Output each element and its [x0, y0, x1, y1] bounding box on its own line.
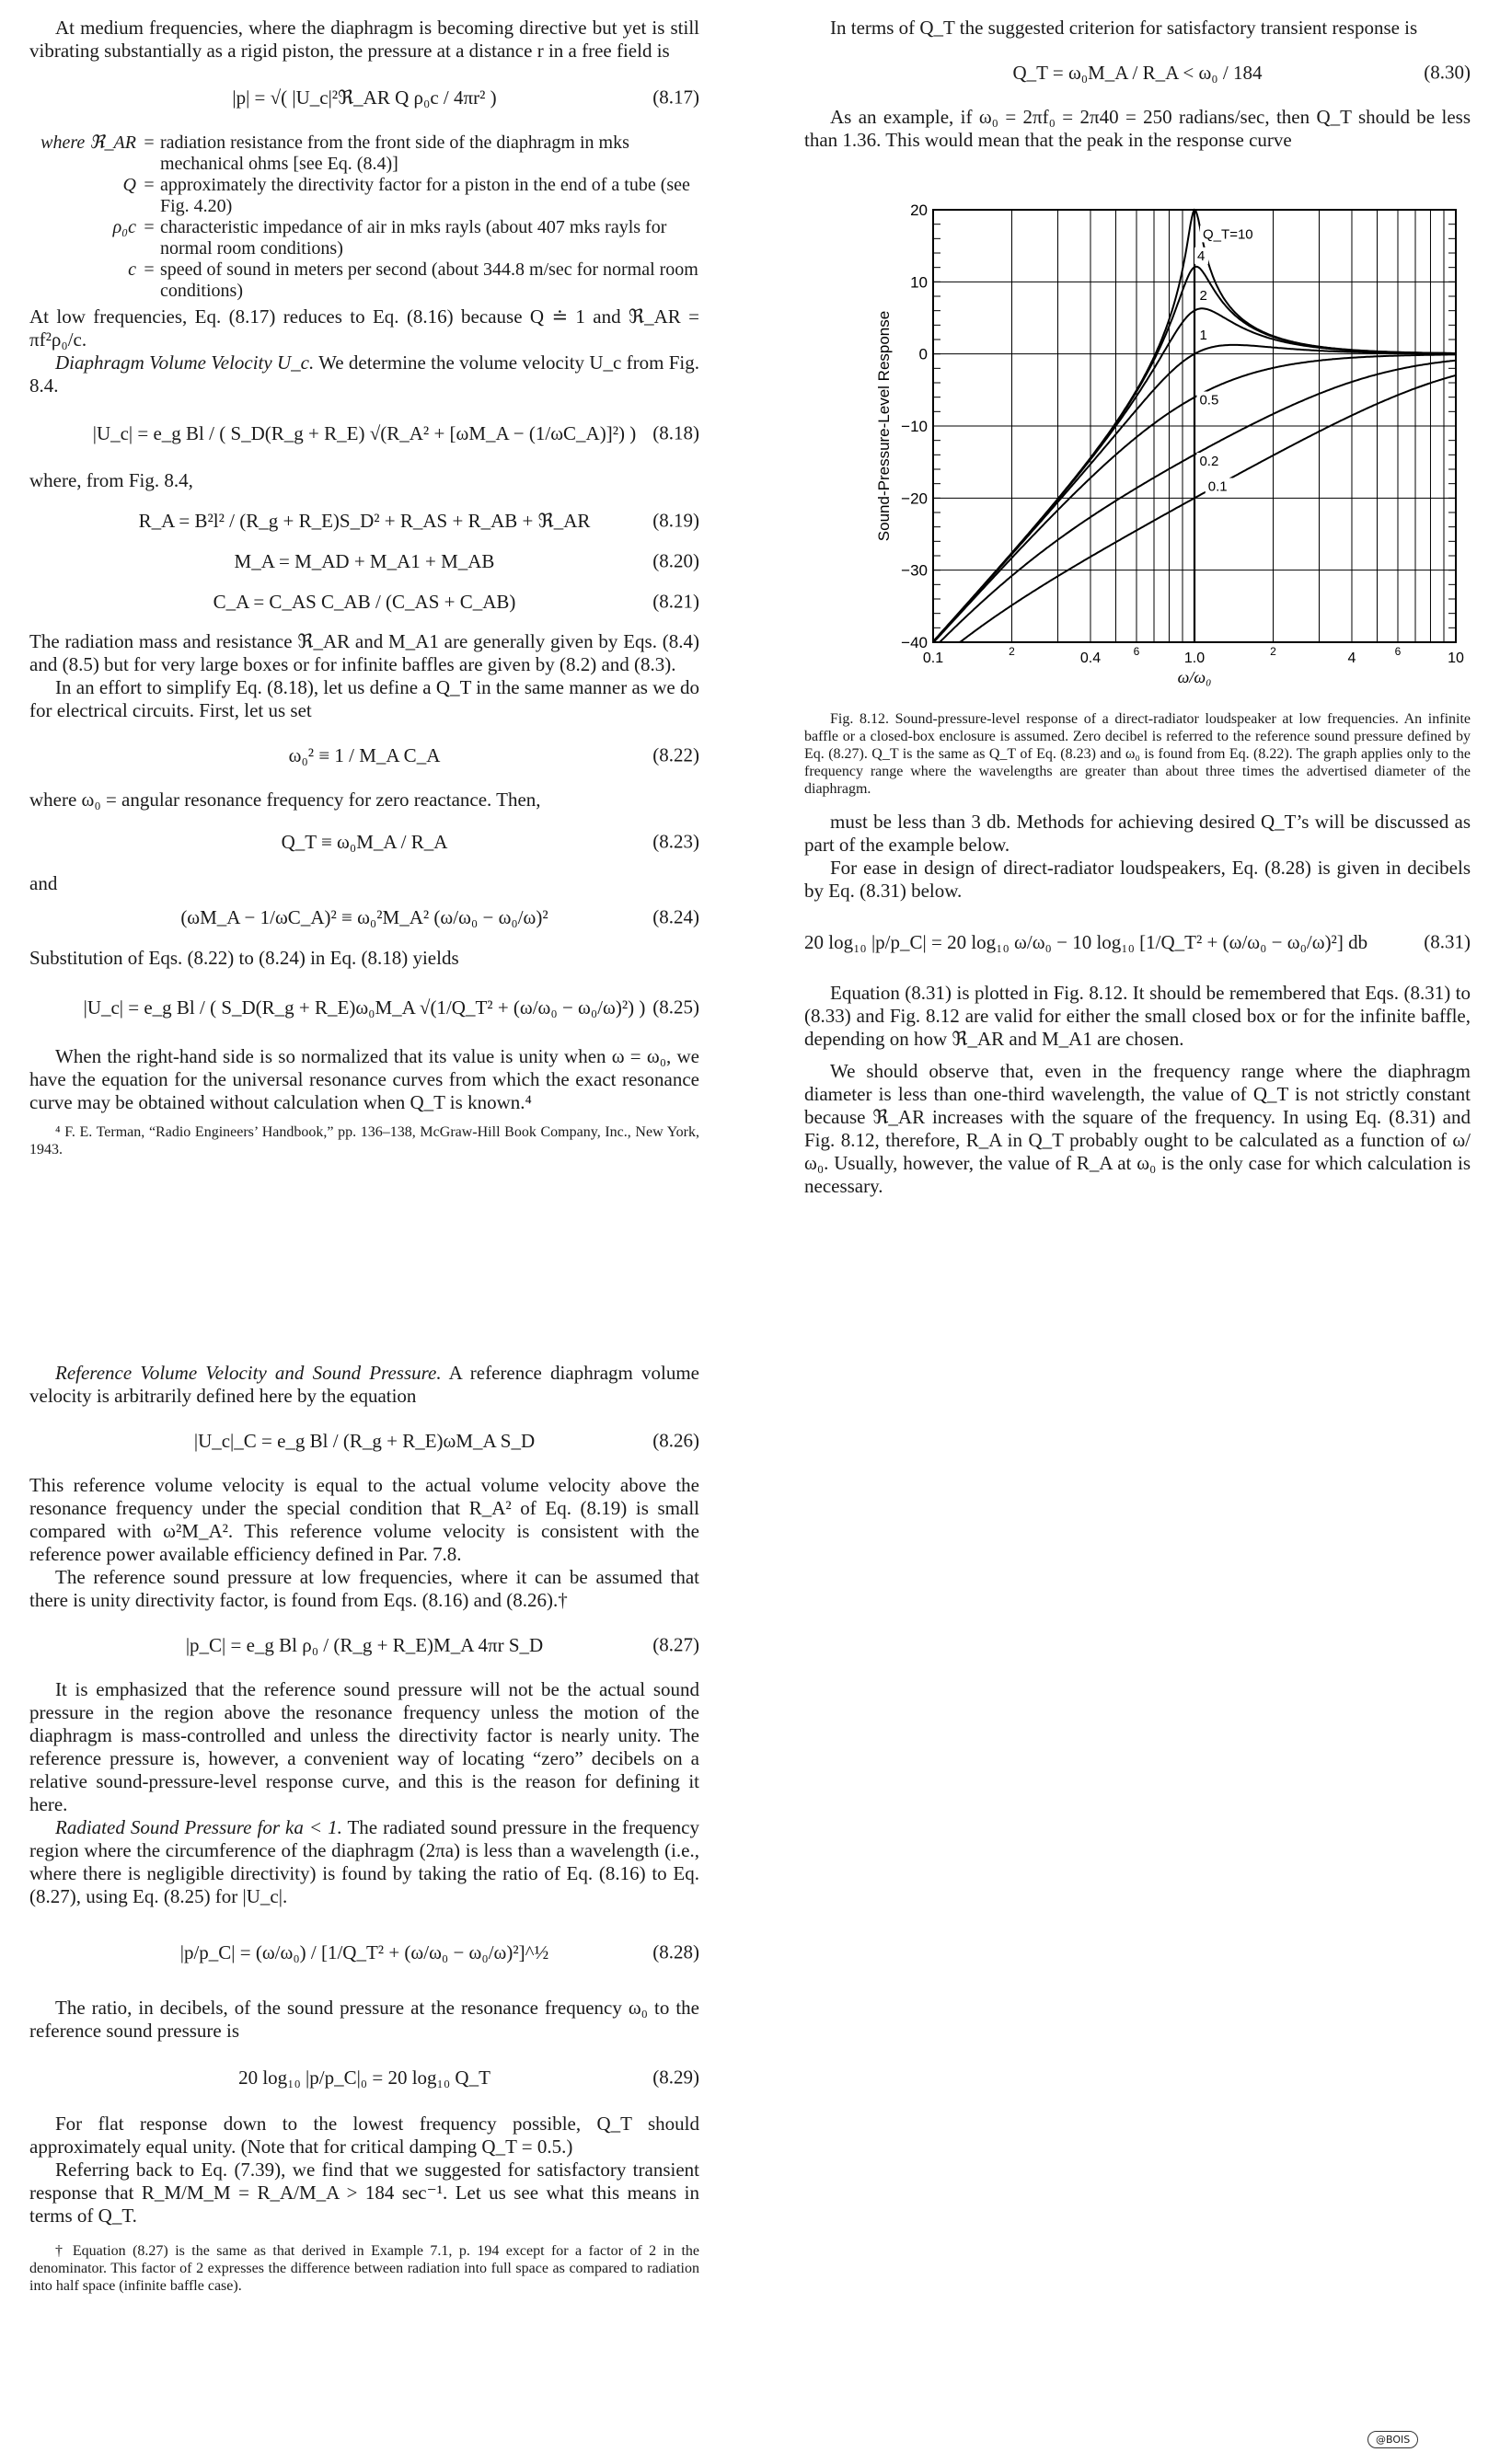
equals-sign: =	[144, 217, 155, 237]
run-in-heading: Radiated Sound Pressure for ka < 1.	[55, 1816, 342, 1838]
paragraph: Equation (8.31) is plotted in Fig. 8.12. It should be remembered that Eqs. (8.31) to (8.33) and Fig. 8.12 are valid for either the small closed box or for the infinite baffle, depending on how ℜ_AR and M_A1 are chosen.	[804, 982, 1471, 1050]
equation-number: (8.30)	[1424, 61, 1471, 84]
paragraph: Referring back to Eq. (7.39), we find that we suggested for satisfactory transient response that R_M/M_M = R_A/M_A > 184 sec⁻¹. Let us see what this means in terms of Q_T.	[29, 2159, 699, 2227]
y-tick-label: 0	[918, 345, 928, 363]
equation-8-17	[29, 70, 699, 125]
series-label: Q_T=10	[1203, 226, 1253, 243]
paragraph: It is emphasized that the reference sound pressure will not be the actual sound pressure in the region above the resonance frequency unless the motion of the diaphragm is mass-controlled and unless the directivity factor is nearly unity. The reference pressure is, however, a convenient way of locating “zero” decibels on a relative sound-pressure-level response curve, and this is the reason for defining it here.	[29, 1678, 699, 1815]
series-label: 1	[1199, 328, 1207, 343]
y-tick-label: −30	[901, 561, 928, 580]
equation-8-21	[29, 581, 699, 623]
right-column-lower	[804, 710, 1471, 1198]
figure-8-12	[874, 201, 1471, 703]
run-in-heading: Diaphragm Volume Velocity U_c.	[55, 351, 315, 374]
figure-caption: Fig. 8.12. Sound-pressure-level response of a direct-radiator loudspeaker at low frequencies. An infinite baffle or a closed-box enclosure is assumed. Zero decibel is referred to the reference sound pressure defined by Eq. (8.27). Q_T is the same as Q_T of Eq. (8.23) and ω₀ is found from Eq. (8.22). The graph applies only to the frequency range where the wavelengths are greater than about three times the advertised diameter of the diaphragm.	[804, 711, 1471, 797]
paragraph: where ω₀ = angular resonance frequency for zero reactance. Then,	[29, 789, 541, 811]
equation-8-27	[29, 1619, 699, 1671]
definition-text: approximately the directivity factor for a piston in the end of a tube (see Fig. 4.20)	[160, 175, 690, 216]
paragraph: For flat response down to the lowest frequency possible, Q_T should approximately equal unity. (Note that for critical damping Q_T = 0.5.)	[29, 2113, 699, 2158]
equation-number: (8.22)	[652, 743, 699, 766]
equation-number: (8.23)	[652, 830, 699, 853]
definition-term: where ℜ_AR	[40, 132, 136, 153]
paragraph-text: A reference diaphragm volume velocity is arbitrarily defined here by the equation	[29, 1362, 700, 1407]
paragraph: When the right-hand side is so normalized that its value is unity when ω = ω₀, we have the equation for the universal resonance curves from which the exact resonance curve may be obtained without calculation when Q_T is known.⁴	[29, 1045, 699, 1113]
definition-term: c	[128, 259, 136, 280]
series-label: 0.5	[1199, 392, 1219, 409]
equation-text: ω₀² ≡ 1 / M_A C_A	[288, 743, 441, 766]
equals-sign: =	[144, 132, 155, 153]
left-column-top	[29, 17, 699, 1158]
x-tick-label: 0.1	[922, 651, 944, 666]
equation-text: Q_T ≡ ω₀M_A / R_A	[281, 830, 448, 853]
paragraph: At medium frequencies, where the diaphragm is becoming directive but yet is still vibrating substantially as a rigid piston, the pressure at a distance r in a free field is	[29, 17, 699, 62]
series-label: 4	[1197, 248, 1206, 264]
equation-text: M_A = M_AD + M_A1 + M_AB	[234, 549, 495, 572]
equation-number: (8.27)	[652, 1633, 699, 1656]
x-tick-label: 10	[1448, 651, 1464, 666]
definition-list	[29, 132, 699, 302]
equation-number: (8.20)	[652, 549, 699, 572]
page-tag: @BOIS	[1367, 2431, 1418, 2448]
footnote: † Equation (8.27) is the same as that derived in Example 7.1, p. 194 except for a factor of 2 in the denominator. This factor of 2 expresses the difference between radiation into full space as compared to radiation into half space (infinite baffle case).	[29, 2243, 699, 2294]
equation-number: (8.17)	[652, 86, 699, 109]
equation-8-28	[29, 1916, 699, 1989]
definition-text: radiation resistance from the front side of the diaphragm in mks mechanical ohms [see Eq. (8.4)]	[160, 132, 629, 174]
paragraph: We should observe that, even in the frequency range where the diaphragm diameter is less than one-third wavelength, the value of Q_T is not strictly constant because ℜ_AR increases with the square of the frequency. In using Eq. (8.31) and Fig. 8.12, therefore, R_A in Q_T probably ought to be calculated as a function of ω/ω₀. Usually, however, the value of R_A at ω₀ is the only case for which calculation is necessary.	[804, 1060, 1471, 1197]
paragraph: At low frequencies, Eq. (8.17) reduces to Eq. (8.16) because Q ≐ 1 and ℜ_AR = πf²ρ₀/c.	[29, 305, 699, 351]
x-axis-label: ω/ω₀	[1177, 668, 1212, 686]
equation-8-25	[29, 977, 699, 1038]
equation-8-23	[29, 819, 699, 865]
equation-number: (8.24)	[652, 905, 699, 928]
paragraph: For ease in design of direct-radiator loudspeakers, Eq. (8.28) is given in decibels by Eq. (8.31) below.	[804, 857, 1471, 902]
paragraph-text: The radiated sound pressure in the frequency region where the circumference of the diaphragm (2πa) is less than a wavelength (i.e., where there is negligible directivity) is found by taking the ratio of Eq. (8.16) to Eq. (8.27), using Eq. (8.25) for |U_c|.	[29, 1816, 699, 1907]
x-tick-label: 6	[1133, 645, 1140, 658]
equation-8-31	[804, 910, 1471, 974]
x-tick-label: 2	[1009, 645, 1015, 658]
definition-term: Q	[122, 175, 136, 195]
paragraph: The ratio, in decibels, of the sound pressure at the resonance frequency ω₀ to the reference sound pressure is	[29, 1997, 699, 2042]
series-label: 0.2	[1199, 454, 1219, 470]
definition-text: speed of sound in meters per second (about 344.8 m/sec for normal room conditions)	[160, 259, 698, 301]
run-in-heading: Reference Volume Velocity and Sound Pressure.	[55, 1362, 442, 1384]
equation-text: (ωM_A − 1/ωC_A)² ≡ ω₀²M_A² (ω/ω₀ − ω₀/ω)²	[180, 905, 548, 928]
equation-8-19	[29, 500, 699, 542]
equation-number: (8.28)	[652, 1940, 699, 1963]
paragraph: where, from Fig. 8.4,	[29, 469, 193, 491]
equation-text: |U_c| = e_g Bl / ( S_D(R_g + R_E)ω₀M_A √(1/Q_T² + (ω/ω₀ − ω₀/ω)²) )	[83, 996, 646, 1019]
y-tick-label: −20	[901, 489, 928, 508]
equation-number: (8.26)	[652, 1429, 699, 1452]
equals-sign: =	[144, 259, 155, 280]
y-tick-label: 10	[910, 273, 928, 292]
equation-number: (8.29)	[652, 2066, 699, 2089]
left-column-bottom	[29, 1362, 699, 2295]
paragraph-text: We determine the volume velocity U_c from Fig. 8.4.	[29, 351, 699, 397]
equation-text: C_A = C_AS C_AB / (C_AS + C_AB)	[213, 590, 516, 613]
equation-8-22	[29, 730, 699, 781]
paragraph: The radiation mass and resistance ℜ_AR and M_A1 are generally given by Eqs. (8.4) and (8.5) but for very large boxes or for infinite baffles are given by (8.2) and (8.3).	[29, 630, 699, 675]
definition-text: characteristic impedance of air in mks rayls (about 407 mks rayls for normal room conditions)	[160, 217, 667, 259]
x-tick-label: 4	[1347, 651, 1356, 666]
equation-8-24	[29, 895, 699, 939]
x-tick-label: 1.0	[1183, 651, 1206, 666]
right-column	[804, 17, 1471, 152]
paragraph	[29, 1362, 699, 1408]
equation-8-18	[29, 405, 699, 462]
definition-term: ρ₀c	[112, 217, 136, 237]
equation-text: |p| = √( |U_c|²ℜ_AR Q ρ₀c / 4πr² )	[232, 86, 497, 109]
equation-text: Q_T = ω₀M_A / R_A < ω₀ / 184	[1012, 61, 1263, 84]
equals-sign: =	[144, 175, 155, 195]
equation-number: (8.25)	[652, 996, 699, 1019]
equation-number: (8.21)	[652, 590, 699, 613]
y-tick-label: −40	[901, 634, 928, 651]
x-tick-label: 0.4	[1079, 651, 1102, 666]
x-tick-label: 6	[1394, 645, 1402, 658]
paragraph	[29, 351, 699, 397]
equation-number: (8.18)	[652, 421, 699, 444]
equation-8-30	[804, 47, 1471, 98]
equation-text: 20 log₁₀ |p/p_C| = 20 log₁₀ ω/ω₀ − 10 log₁₀ [1/Q_T² + (ω/ω₀ − ω₀/ω)²] db	[804, 930, 1368, 953]
equation-text: |p/p_C| = (ω/ω₀) / [1/Q_T² + (ω/ω₀ − ω₀/ω)²]^½	[179, 1940, 549, 1963]
x-tick-label: 2	[1270, 645, 1276, 658]
equation-8-26	[29, 1415, 699, 1467]
paragraph: Substitution of Eqs. (8.22) to (8.24) in Eq. (8.18) yields	[29, 947, 459, 969]
equation-text: R_A = B²l² / (R_g + R_E)S_D² + R_AS + R_AB + ℜ_AR	[138, 509, 591, 532]
equation-8-29	[29, 2050, 699, 2105]
paragraph: In an effort to simplify Eq. (8.18), let us define a Q_T in the same manner as we do for electrical circuits. First, let us set	[29, 676, 699, 721]
equation-text: |p_C| = e_g Bl ρ₀ / (R_g + R_E)M_A 4πr S_D	[185, 1633, 544, 1656]
equation-8-20	[29, 549, 699, 573]
paragraph: This reference volume velocity is equal to the actual volume velocity above the resonance frequency under the special condition that R_A² of Eq. (8.19) is small compared with ω²M_A². This reference volume velocity is consistent with the reference power available efficiency defined in Par. 7.8.	[29, 1474, 699, 1565]
equation-number: (8.19)	[652, 509, 699, 532]
paragraph: must be less than 3 db. Methods for achieving desired Q_T’s will be discussed as part of the example below.	[804, 811, 1471, 856]
series-label: 0.1	[1207, 478, 1228, 495]
paragraph	[29, 1816, 699, 1908]
y-tick-label: −10	[901, 418, 928, 435]
equation-text: |U_c|_C = e_g Bl / (R_g + R_E)ωM_A S_D	[193, 1429, 536, 1452]
y-tick-label: 20	[910, 201, 928, 219]
paragraph: The reference sound pressure at low frequencies, where it can be assumed that there is unity directivity factor, is found from Eqs. (8.16) and (8.26).†	[29, 1566, 699, 1611]
spl-response-chart	[874, 201, 1471, 703]
footnote: ⁴ F. E. Terman, “Radio Engineers’ Handbook,” pp. 136–138, McGraw-Hill Book Company, Inc., New York, 1943.	[29, 1124, 699, 1157]
paragraph: and	[29, 872, 58, 894]
y-axis-label: Sound-Pressure-Level Response	[875, 310, 893, 542]
equation-text: 20 log₁₀ |p/p_C|₀ = 20 log₁₀ Q_T	[238, 2066, 490, 2089]
paragraph: As an example, if ω₀ = 2πf₀ = 2π40 = 250 radians/sec, then Q_T should be less than 1.36. This would mean that the peak in the response curve	[804, 106, 1471, 151]
equation-number: (8.31)	[1424, 930, 1471, 953]
series-label: 2	[1199, 287, 1207, 304]
paragraph: In terms of Q_T the suggested criterion for satisfactory transient response is	[830, 17, 1418, 39]
equation-text: |U_c| = e_g Bl / ( S_D(R_g + R_E) √(R_A² + [ωM_A − (1/ωC_A)]²) )	[92, 421, 637, 444]
